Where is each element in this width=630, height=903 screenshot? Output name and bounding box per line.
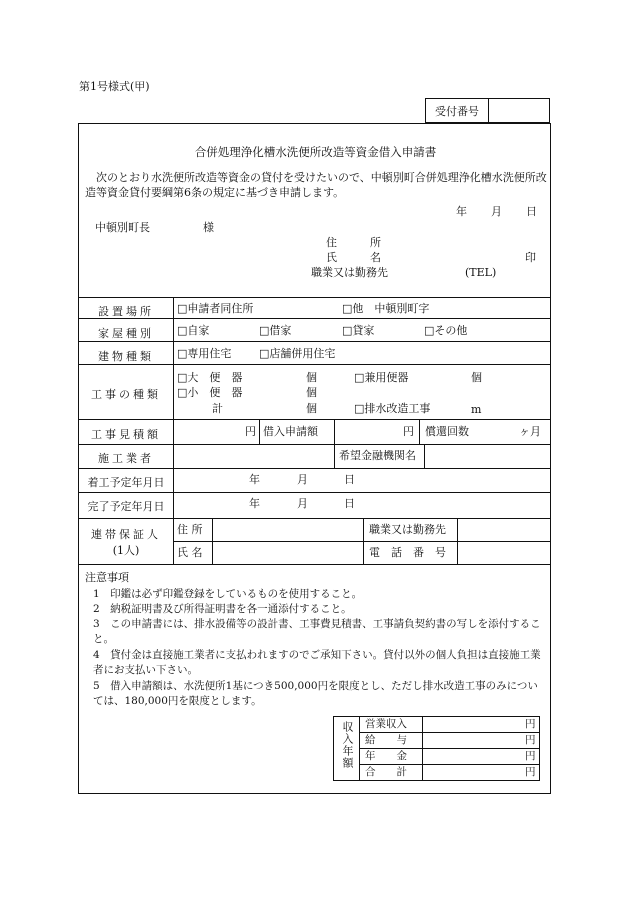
finish-day: 日 [344, 497, 355, 510]
income-salary-label: 給 与 [365, 734, 407, 746]
toilet-total-label: 計 [212, 402, 223, 415]
checkbox-drain-work[interactable]: □排水改造工事 [354, 402, 431, 415]
label-finish-date: 完了予定年月日 [87, 500, 165, 513]
label-estimate: 工事見積額 [91, 428, 161, 441]
annual-income-table [333, 716, 540, 781]
loan-yen: 円 [403, 425, 414, 438]
estimate-yen: 円 [245, 425, 256, 438]
checkbox-large-toilet[interactable]: □大 便 器 [177, 371, 243, 384]
total-unit: 個 [306, 402, 317, 415]
label-contractor: 施工業者 [98, 452, 154, 465]
note-item-3: 3 この申請書には、排水設備等の設計書、工事費見積書、工事請負契約書の写しを添付すること。 [93, 618, 541, 645]
label-guarantor: 連帯保証人 [91, 528, 161, 541]
checkbox-shop-residence[interactable]: □店舗併用住宅 [259, 347, 336, 360]
applicant-name-label: 氏 名 [326, 251, 381, 264]
finish-month: 月 [297, 497, 308, 510]
guarantor-occupation-label: 職業又は勤務先 [369, 523, 446, 536]
start-year: 年 [249, 473, 260, 486]
checkbox-other-house[interactable]: □その他 [424, 324, 468, 337]
applicant-address-label: 住 所 [326, 236, 381, 249]
start-month: 月 [297, 473, 308, 486]
label-install-location: 設置場所 [98, 305, 154, 318]
checkbox-dedicated-residence[interactable]: □専用住宅 [177, 347, 232, 360]
applicant-tel-label: (TEL) [465, 266, 497, 279]
finish-year: 年 [249, 497, 260, 510]
small-toilet-unit: 個 [306, 386, 317, 399]
drain-unit: m [471, 403, 482, 416]
income-business-yen: 円 [525, 718, 536, 730]
note-item-1: 1 印鑑は必ず印鑑登録をしているものを使用すること。 [93, 588, 363, 600]
income-pension-yen: 円 [525, 750, 536, 762]
loan-request-label: 借入申請額 [263, 425, 318, 438]
checkbox-other-location[interactable]: □他 中頓別町字 [342, 302, 430, 315]
note-item-5: 5 借入申請額は、水洗便所1基につき500,000円を限度とし、ただし排水改造工事のみについては、180,000円を限度とします。 [93, 680, 538, 707]
label-house-type: 家屋種別 [98, 327, 154, 340]
label-start-date: 着工予定年月日 [87, 476, 165, 489]
guarantor-address-label: 住 所 [177, 523, 203, 536]
checkbox-rental-house[interactable]: □貸家 [342, 324, 375, 337]
annual-income-label: 収入年額 [341, 721, 354, 769]
start-day: 日 [344, 473, 355, 486]
honorific: 様 [203, 221, 214, 234]
guarantor-phone-label: 電 話 番 号 [369, 546, 446, 559]
applicant-occupation-label: 職業又は勤務先 [311, 266, 388, 279]
checkbox-small-toilet[interactable]: □小 便 器 [177, 386, 243, 399]
reception-number-box [425, 98, 550, 123]
large-toilet-unit: 個 [306, 371, 317, 384]
income-total-label: 合 計 [365, 766, 407, 778]
guarantor-name-label: 氏 名 [177, 546, 203, 559]
date-month: 月 [491, 205, 502, 218]
label-building-type: 建物種類 [98, 350, 154, 363]
seal-mark: 印 [525, 251, 536, 264]
note-item-2: 2 納税証明書及び所得証明書を各一通添付すること。 [93, 603, 352, 615]
label-work-type: 工事の種類 [91, 388, 161, 401]
date-year: 年 [456, 205, 467, 218]
bank-name-label: 希望金融機関名 [339, 449, 416, 462]
checkbox-dual-toilet[interactable]: □兼用便器 [354, 371, 409, 384]
intro-paragraph: 次のとおり水洗便所改造等資金の貸付を受けたいので、中頓別町合併処理浄化槽水洗便所改造等資金貸付要綱第6条の規定に基づき申請します。 [85, 171, 547, 199]
income-salary-yen: 円 [525, 734, 536, 746]
repayment-count-label: 償還回数 [425, 425, 469, 438]
income-pension-label: 年 金 [365, 750, 407, 762]
dual-toilet-unit: 個 [471, 371, 482, 384]
notes-heading: 注意事項 [85, 571, 129, 584]
income-total-yen: 円 [525, 766, 536, 778]
note-item-4: 4 貸付金は直接施工業者に支払われますのでご承知下さい。貸付以外の個人負担は直接施工業者にお支払い下さい。 [93, 649, 541, 676]
label-guarantor-count: (1人) [112, 544, 140, 557]
checkbox-same-address[interactable]: □申請者同住所 [177, 302, 254, 315]
reception-number-label: 受付番号 [426, 99, 489, 122]
addressee: 中頓別町長 [95, 221, 150, 234]
checkbox-own-house[interactable]: □自家 [177, 324, 210, 337]
checkbox-rented-house[interactable]: □借家 [259, 324, 292, 337]
income-business-label: 営業収入 [365, 718, 407, 730]
repayment-months: ヶ月 [519, 425, 541, 438]
date-day: 日 [526, 205, 537, 218]
application-form [78, 123, 551, 794]
form-title: 合併処理浄化槽水洗便所改造等資金借入申請書 [194, 145, 437, 159]
form-number-label: 第1号様式(甲) [79, 80, 150, 93]
